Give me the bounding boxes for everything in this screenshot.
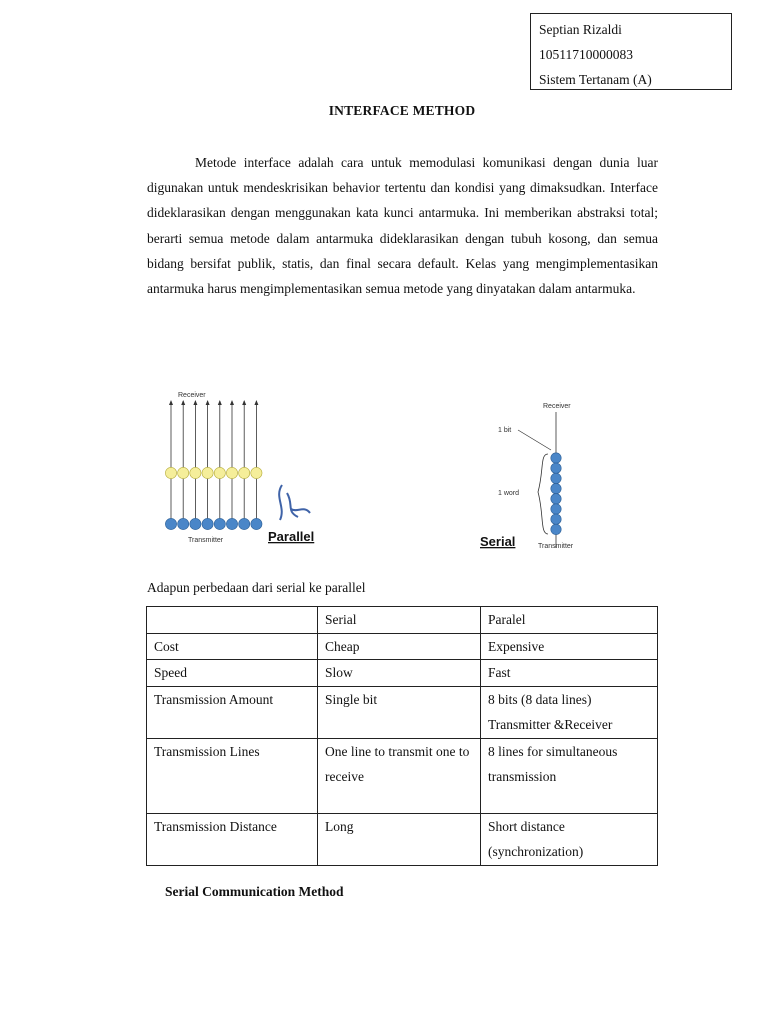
parallel-decorative-swirl [279,485,310,520]
parallel-transmitter-node [190,518,201,529]
serial-bit-node [551,473,561,483]
table-cell: Transmission Amount [147,686,318,738]
serial-bit-node [551,504,561,514]
parallel-data-bit [190,467,201,478]
parallel-data-bit [178,467,189,478]
parallel-wire-arrow [206,400,210,405]
serial-bit-node [551,524,561,534]
parallel-data-bit [226,467,237,478]
parallel-wires [169,400,258,525]
table-row [147,660,658,687]
parallel-transmitter-node [226,518,237,529]
parallel-receiver-label: Receiver [178,392,206,399]
table-cell: Short distance (synchronization) [481,813,658,865]
parallel-wire-arrow [254,400,258,405]
intro-paragraph-text: Metode interface adalah cara untuk memodulasi komunikasi dengan dunia luar digunakan untuk mendeskrisikan behavior tertentu dan kondisi yang dimaksudkan. Interface dideklarasikan dengan menggunakan kata kunci antarmuka. Ini memberikan abstraksi total; berarti semua metode dalam antarmuka dideklarasikan dengan tubuh kosong, dan semua bidang bersifat publik, statis, dan final secara default. Kelas yang mengimplementasikan antarmuka harus mengimplementasikan semua metode yang dinyatakan dalam antarmuka. [147,155,658,297]
serial-bit-pointer [518,430,551,450]
parallel-wire-arrow [218,400,222,405]
parallel-wire-arrow [193,400,197,405]
author-info-box [530,13,732,90]
table-cell: Expensive [481,633,658,660]
parallel-wire-arrow [181,400,185,405]
table-cell: 8 bits (8 data lines) Transmitter &Receiver [481,686,658,738]
parallel-data-bit [214,467,225,478]
parallel-wire-arrow [242,400,246,405]
serial-bit-node [551,463,561,473]
table-row [147,686,658,738]
table-cell: Fast [481,660,658,687]
author-id-number: 10511710000083 [539,47,633,62]
parallel-transmitter-node [239,518,250,529]
intro-paragraph [147,150,658,301]
serial-bit-label: 1 bit [498,427,512,434]
table-cell: 8 lines for simultaneous transmission [481,738,658,813]
serial-bit-node [551,483,561,493]
table-cell: Slow [318,660,481,687]
table-cell: One line to transmit one to receive [318,738,481,813]
serial-title: Serial [480,534,516,549]
table-cell: Transmission Distance [147,813,318,865]
table-row [147,633,658,660]
serial-word-label: 1 word [498,490,520,497]
table-header-cell: Serial [318,607,481,634]
serial-bit-node [551,514,561,524]
table-cell: Long [318,813,481,865]
table-cell: Cheap [318,633,481,660]
table-header-cell [147,607,318,634]
parallel-transmitter-node [251,518,262,529]
parallel-wire-arrow [169,400,173,405]
parallel-transmitter-node [178,518,189,529]
serial-word-bits [551,453,561,535]
serial-bit-node [551,453,561,463]
parallel-data-bit [251,467,262,478]
table-header-row [147,607,658,634]
table-cell: Cost [147,633,318,660]
parallel-data-bits [165,467,262,478]
table-cell: Transmission Lines [147,738,318,813]
table-row [147,738,658,813]
parallel-transmitter-node [202,518,213,529]
parallel-diagram [160,385,325,550]
table-row [147,813,658,865]
table-cell: Speed [147,660,318,687]
document-title: INTERFACE METHOD [328,103,476,118]
parallel-transmitter-label: Transmitter [188,537,224,544]
table-cell: Single bit [318,686,481,738]
serial-transmitter-label: Transmitter [538,543,574,550]
section-heading: Serial Communication Method [165,884,344,899]
table-header-cell: Paralel [481,607,658,634]
author-class: Sistem Tertanam (A) [539,72,652,87]
serial-bit-node [551,494,561,504]
parallel-transmitter-nodes [165,518,262,529]
parallel-data-bit [239,467,250,478]
serial-receiver-label: Receiver [543,403,571,410]
parallel-transmitter-node [214,518,225,529]
table-intro-text: Adapun perbedaan dari serial ke parallel [147,580,366,595]
parallel-data-bit [202,467,213,478]
serial-word-brace [538,454,548,534]
parallel-transmitter-node [165,518,176,529]
serial-diagram [478,396,598,552]
parallel-wire-arrow [230,400,234,405]
parallel-data-bit [165,467,176,478]
serial-parallel-comparison-table [146,606,658,866]
parallel-title: Parallel [268,529,315,544]
author-name: Septian Rizaldi [539,22,622,37]
